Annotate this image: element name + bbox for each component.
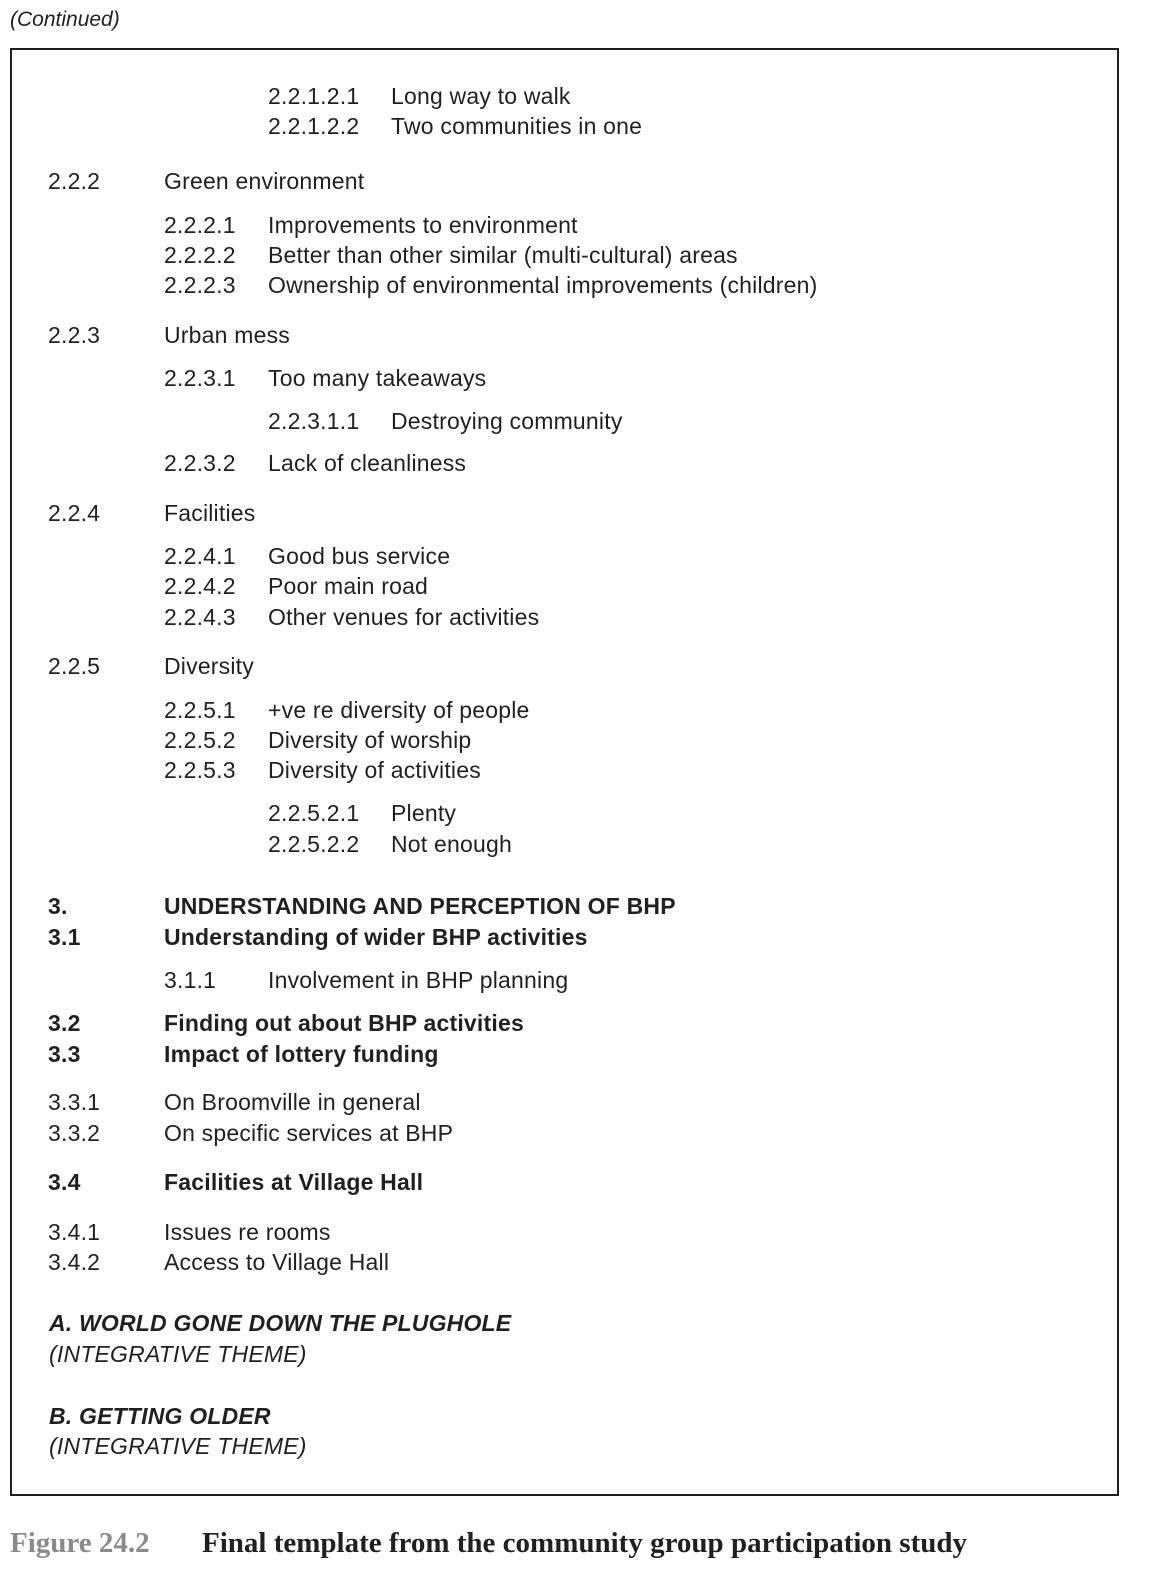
outline-text: Improvements to environment: [268, 212, 578, 238]
outline-text: Lack of cleanliness: [268, 450, 467, 476]
outline-number: 2.2.5.2.2: [268, 831, 360, 857]
continued-label: (Continued): [10, 8, 120, 31]
outline-text: Good bus service: [268, 543, 451, 569]
outline-number: 2.2.4.3: [164, 604, 236, 630]
integrative-theme-title: A. WORLD GONE DOWN THE PLUGHOLE: [49, 1310, 512, 1336]
outline-text: Finding out about BHP activities: [164, 1010, 524, 1036]
integrative-theme-subtitle: (INTEGRATIVE THEME): [49, 1433, 307, 1459]
outline-number: 2.2.2.2: [164, 242, 236, 268]
outline-number: 2.2.1.2.2: [268, 113, 360, 139]
outline-text: Involvement in BHP planning: [268, 967, 569, 993]
outline-number: 2.2.5.3: [164, 757, 236, 783]
outline-text: Urban mess: [164, 322, 290, 348]
outline-number: 3.1.1: [164, 967, 217, 993]
outline-number: 2.2.1.2.1: [268, 83, 360, 109]
outline-number: 3.3: [48, 1041, 81, 1067]
outline-text: Diversity: [164, 653, 254, 679]
outline-text: Understanding of wider BHP activities: [164, 924, 588, 950]
template-box: [10, 48, 1119, 1496]
outline-number: 3.4.2: [48, 1249, 101, 1275]
outline-text: On specific services at BHP: [164, 1120, 454, 1146]
outline-number: 2.2.2.1: [164, 212, 236, 238]
outline-number: 2.2.5.2.1: [268, 800, 360, 826]
outline-text: Impact of lottery funding: [164, 1041, 439, 1067]
outline-text: Destroying community: [391, 408, 623, 434]
outline-number: 2.2.3.1.1: [268, 408, 360, 434]
integrative-theme-title: B. GETTING OLDER: [49, 1403, 271, 1429]
outline-text: Access to Village Hall: [164, 1249, 390, 1275]
outline-text: Facilities at Village Hall: [164, 1169, 424, 1195]
outline-number: 2.2.4.1: [164, 543, 236, 569]
outline-text: Issues re rooms: [164, 1219, 331, 1245]
outline-number: 2.2.3: [48, 322, 101, 348]
outline-text: UNDERSTANDING AND PERCEPTION OF BHP: [164, 893, 676, 919]
outline-text: Not enough: [391, 831, 512, 857]
outline-text: Too many takeaways: [268, 365, 487, 391]
outline-number: 3.: [48, 893, 68, 919]
outline-number: 2.2.5: [48, 653, 101, 679]
figure-label: Figure 24.2: [10, 1527, 150, 1559]
outline-number: 2.2.5.2: [164, 727, 236, 753]
outline-text: Facilities: [164, 500, 256, 526]
outline-number: 2.2.4: [48, 500, 101, 526]
outline-number: 2.2.3.1: [164, 365, 236, 391]
outline-text: On Broomville in general: [164, 1089, 421, 1115]
outline-number: 2.2.2: [48, 168, 101, 194]
outline-number: 3.3.2: [48, 1120, 101, 1146]
outline-number: 3.4.1: [48, 1219, 101, 1245]
outline-number: 3.4: [48, 1169, 81, 1195]
integrative-theme-subtitle: (INTEGRATIVE THEME): [49, 1341, 307, 1367]
outline-text: Diversity of activities: [268, 757, 481, 783]
figure-caption: [10, 1527, 968, 1560]
figure-title: Final template from the community group participation study: [202, 1527, 968, 1559]
outline-number: 2.2.4.2: [164, 573, 236, 599]
outline-text: Poor main road: [268, 573, 429, 599]
outline-number: 3.1: [48, 924, 81, 950]
outline-text: Plenty: [391, 800, 457, 826]
outline-number: 3.3.1: [48, 1089, 101, 1115]
outline-number: 2.2.5.1: [164, 697, 236, 723]
outline-text: Ownership of environmental improvements (children): [268, 272, 818, 298]
outline-number: 2.2.3.2: [164, 450, 236, 476]
outline-number: 2.2.2.3: [164, 272, 236, 298]
outline-text: Green environment: [164, 168, 365, 194]
outline-text: +ve re diversity of people: [268, 697, 530, 723]
outline-text: Two communities in one: [391, 113, 643, 139]
outline-number: 3.2: [48, 1010, 81, 1036]
outline-text: Diversity of worship: [268, 727, 472, 753]
outline-text: Other venues for activities: [268, 604, 540, 630]
outline-text: Long way to walk: [391, 83, 571, 109]
outline-text: Better than other similar (multi-cultural) areas: [268, 242, 738, 268]
